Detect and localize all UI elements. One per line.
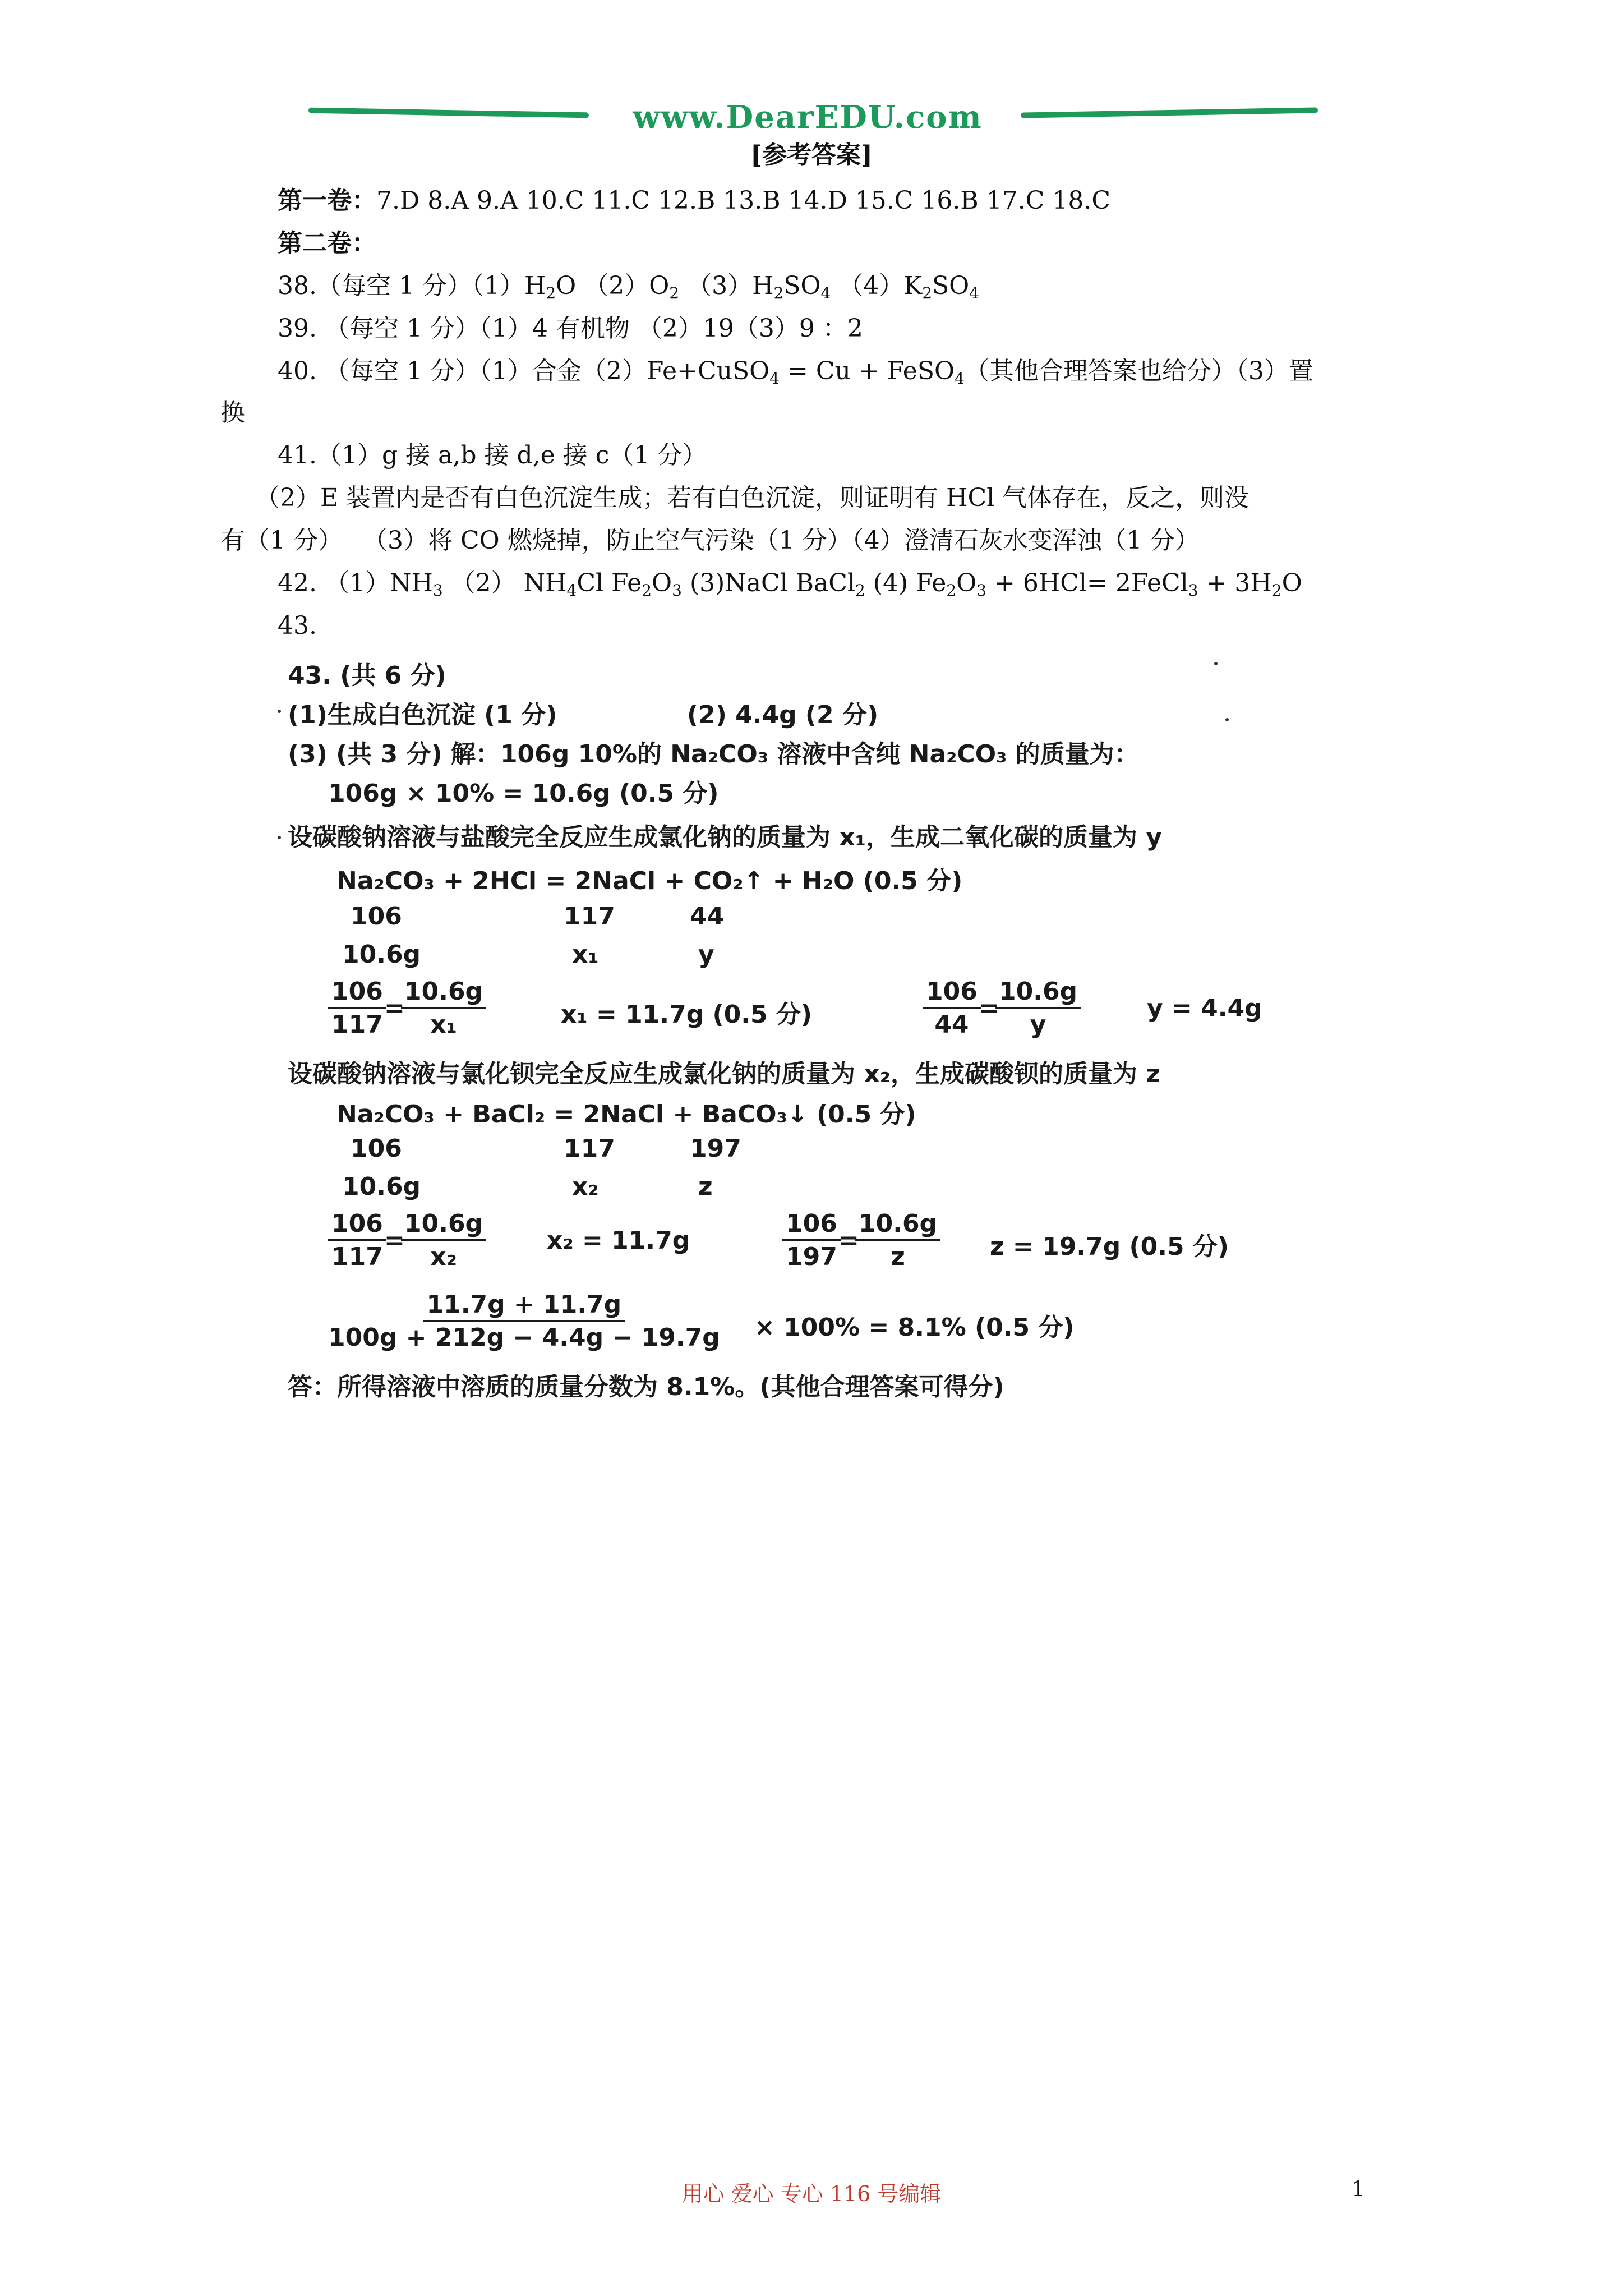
solution-heading: 43. (共 6 分): [288, 661, 446, 690]
ratio-fraction: $\frac{106}{44}$: [923, 977, 981, 1039]
solution-step: 106g × 10% = 10.6g (0.5 分): [328, 779, 719, 808]
scan-speck: [278, 710, 281, 713]
result-z: z = 19.7g (0.5 分): [990, 1232, 1229, 1261]
eq1-mass-a: 106: [351, 902, 402, 931]
solution-part3-intro: (3) (共 3 分) 解：106g 10%的 Na₂CO₃ 溶液中含纯 Na₂CO₃ 的质量为：: [288, 740, 1139, 769]
eq1-mass-b: 117: [564, 902, 615, 931]
answer-40: 40. （每空 1 分）（1）合金（2）Fe+CuSO$_4$ = Cu + FeSO$_4$（其他合理答案也给分）（3）置: [278, 357, 1313, 388]
scan-speck: [278, 836, 281, 839]
site-logo-text: www.DearEDU.com: [633, 99, 983, 136]
equals-sign: =: [384, 994, 405, 1023]
eq1-given-a: 10.6g: [342, 940, 421, 969]
eq2-given-a: 10.6g: [342, 1172, 421, 1201]
result-y: y = 4.4g: [1147, 994, 1262, 1023]
result-x2: x₂ = 11.7g: [547, 1226, 690, 1255]
equals-sign: =: [838, 1226, 859, 1255]
ratio-fraction: $\frac{10.6g}{\text{x₁}}$: [401, 977, 486, 1039]
answer-43-scanned-solution: [278, 645, 1293, 1414]
answer-41-line1: 41.（1）g 接 a,b 接 d,e 接 c（1 分）: [278, 441, 707, 470]
solution-assumption-1: 设碳酸钠溶液与盐酸完全反应生成氯化钠的质量为 x₁，生成二氧化碳的质量为 y: [288, 823, 1162, 852]
eq1-mass-c: 44: [690, 902, 725, 931]
section2-label: 第二卷：: [278, 229, 376, 257]
ratio-fraction: $\frac{106}{197}$: [782, 1209, 841, 1271]
section1-choice-answers: 7.D 8.A 9.A 10.C 11.C 12.B 13.B 14.D 15.C 16.B 17.C 18.C: [376, 186, 1110, 215]
percentage-fraction: $\frac{11.7g + 11.7g}{100g + 212g - 4.4g - 19.7g}$: [328, 1290, 720, 1352]
ratio-fraction: $\frac{10.6g}{y}$: [995, 977, 1081, 1039]
scan-speck: [1225, 718, 1229, 721]
answer-38: 38.（每空 1 分）$(1)H_2O$ $(2)O_2$ $(3)H_2SO_4$ $(4)K_2SO_4$: [278, 272, 980, 302]
eq2-mass-c: 197: [690, 1134, 741, 1163]
scan-speck: [1214, 662, 1218, 665]
ratio-fraction: $\frac{106}{117}$: [328, 977, 386, 1039]
eq2-given-b: x₂: [572, 1172, 599, 1201]
eq2-mass-a: 106: [351, 1134, 402, 1163]
header-swoosh-right: [1021, 107, 1318, 118]
equation-1: Na₂CO₃ + 2HCl = 2NaCl + CO₂↑ + H₂O (0.5 分): [336, 867, 963, 895]
answer-41-line2: （2）E 装置内是否有白色沉淀生成；若有白色沉淀，则证明有 HCl 气体存在，反之，则没: [255, 484, 1249, 512]
solution-assumption-2: 设碳酸钠溶液与氯化钡完全反应生成氯化钠的质量为 x₂，生成碳酸钡的质量为 z: [288, 1060, 1160, 1088]
page-title: [参考答案]: [750, 141, 873, 169]
solution-part2: (2) 4.4g (2 分): [687, 701, 879, 729]
eq1-given-b: x₁: [572, 940, 599, 969]
eq1-given-c: y: [698, 940, 714, 969]
answer-41-line3: 有（1 分） （3）将 CO 燃烧掉，防止空气污染（1 分）（4）澄清石灰水变浑浊（1 分）: [220, 526, 1200, 555]
ratio-fraction: $\frac{106}{117}$: [328, 1209, 386, 1271]
answer-43-label: 43.: [278, 611, 317, 640]
ratio-fraction: $\frac{10.6g}{\text{x₂}}$: [401, 1209, 486, 1271]
eq2-given-c: z: [698, 1172, 713, 1201]
answer-40-continued: 换: [220, 398, 245, 427]
page-number: 1: [1352, 2177, 1366, 2201]
equation-2: Na₂CO₃ + BaCl₂ = 2NaCl + BaCO₃↓ (0.5 分): [336, 1100, 916, 1129]
answer-39: 39. （每空 1 分）（1）4 有机物 （2）19（3）9 ：2: [278, 314, 863, 343]
section1-label: 第一卷：: [278, 186, 376, 215]
result-x1: x₁ = 11.7g (0.5 分): [561, 1000, 813, 1029]
equals-sign: =: [979, 994, 999, 1023]
footer-text: 用心 爱心 专心 116 号编辑: [681, 2182, 942, 2206]
equals-sign: =: [384, 1226, 405, 1255]
result-percentage: × 100% = 8.1% (0.5 分): [754, 1313, 1075, 1342]
ratio-fraction: $\frac{10.6g}{z}$: [855, 1209, 940, 1271]
header-swoosh-left: [308, 108, 589, 118]
solution-part1: (1)生成白色沉淀 (1 分): [288, 701, 557, 729]
eq2-mass-b: 117: [564, 1134, 615, 1163]
section1-answers: [278, 184, 1110, 218]
final-answer: 答：所得溶液中溶质的质量分数为 8.1%。(其他合理答案可得分): [288, 1373, 1004, 1401]
answer-42: 42. $(1)NH_3$ （2） $NH_4Cl$ $Fe_2O_3$ (3)NaCl BaCl$_2$ (4) $Fe_2O_3 + 6HCl=$ 2FeCl$_3$ + $3H_2O$: [278, 569, 1302, 600]
